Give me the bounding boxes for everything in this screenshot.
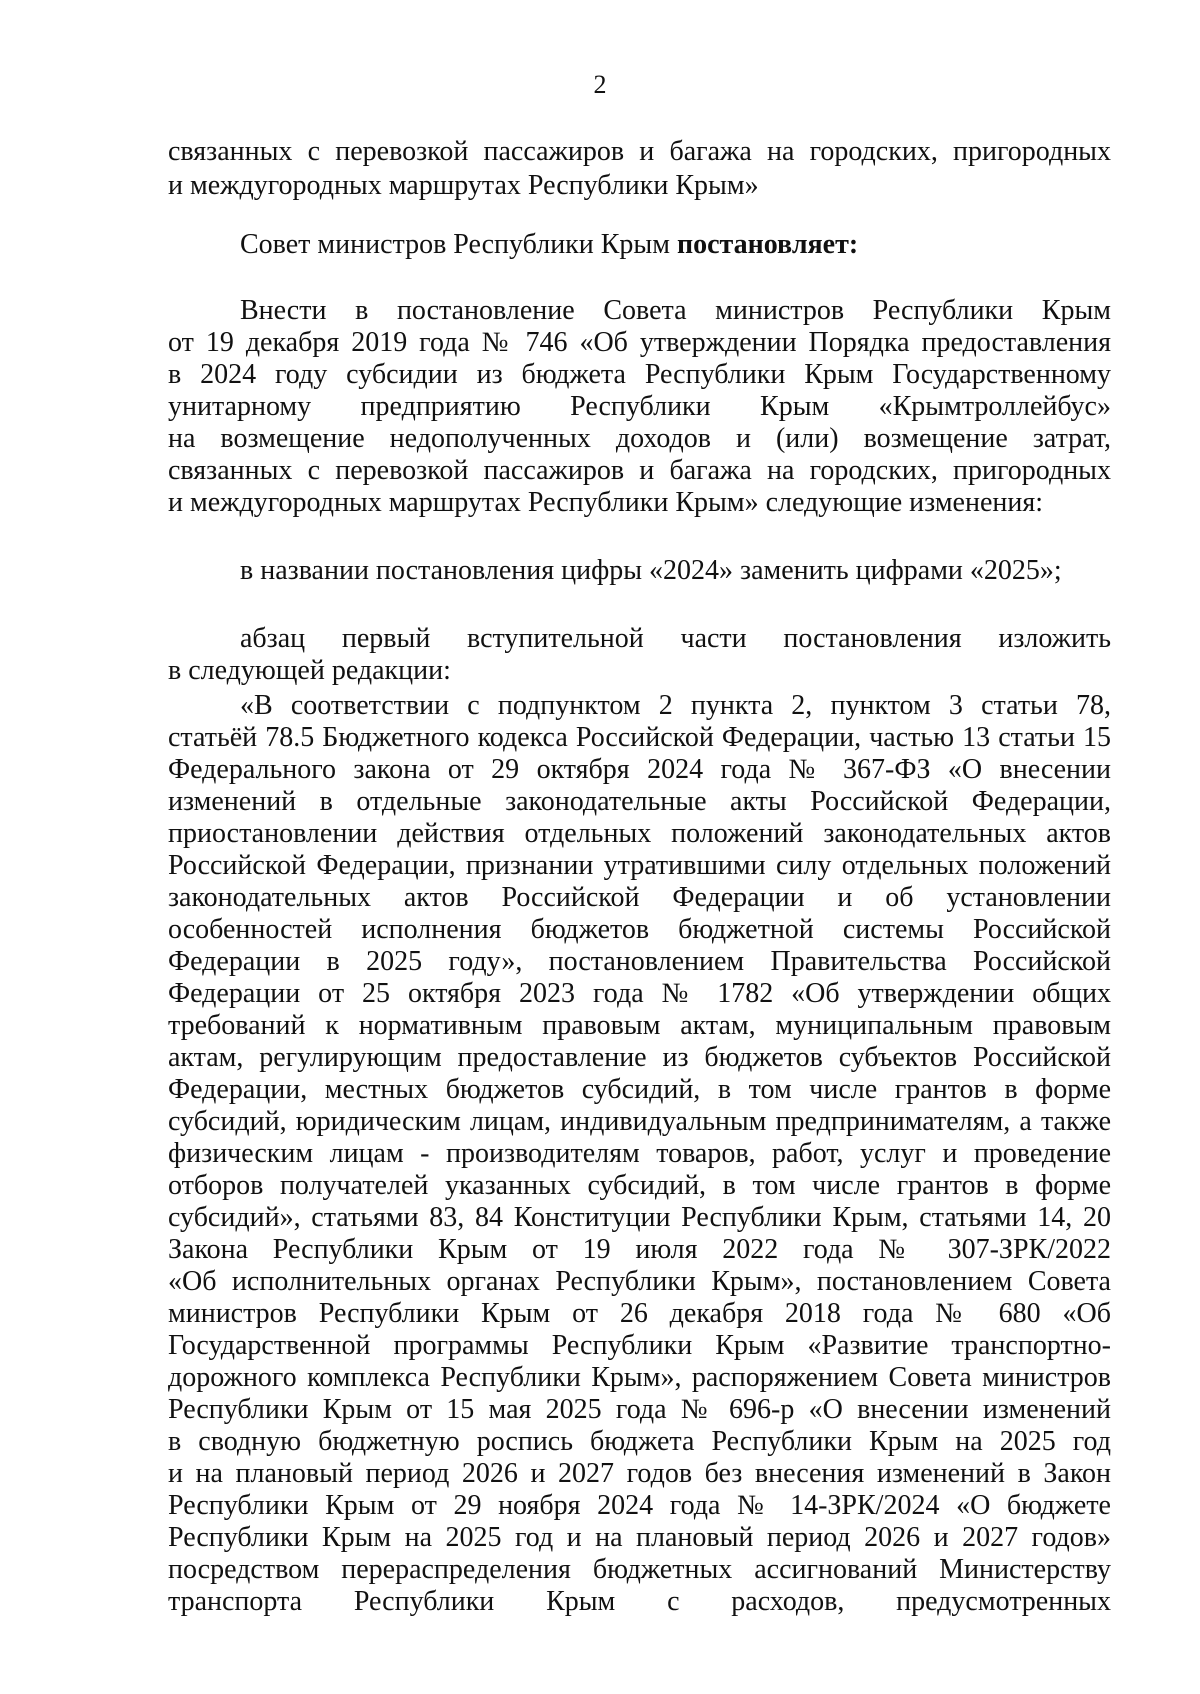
quote-line-14: субсидий, юридическим лицам, индивидуальным предпринимателям, а также <box>168 1106 1111 1137</box>
paragraph-1-line-4: унитарному предприятию Республики Крым «Крымтроллейбус» <box>168 391 1111 422</box>
paragraph-1-line-5: на возмещение недополученных доходов и (или) возмещение затрат, <box>168 423 1111 454</box>
paragraph-1-line-2: от 19 декабря 2019 года № 746 «Об утверждении Порядка предоставления <box>168 327 1111 358</box>
quote-line-4: изменений в отдельные законодательные акты Российской Федерации, <box>168 786 1111 817</box>
quote-line-11: требований к нормативным правовым актам, муниципальным правовым <box>168 1010 1111 1041</box>
header-line-1: связанных с перевозкой пассажиров и багажа на городских, пригородных <box>168 136 1111 167</box>
quote-line-26: Республики Крым от 29 ноября 2024 года № 14-ЗРК/2024 «О бюджете <box>168 1490 1111 1521</box>
quote-line-16: отборов получателей указанных субсидий, в том числе грантов в форме <box>168 1170 1111 1201</box>
quote-line-25: и на плановый период 2026 и 2027 годов без внесения изменений в Закон <box>168 1458 1111 1489</box>
quote-line-7: законодательных актов Российской Федерации и об установлении <box>168 882 1111 913</box>
resolution-prefix: Совет министров Республики Крым <box>240 229 670 260</box>
paragraph-1-line-6: связанных с перевозкой пассажиров и багажа на городских, пригородных <box>168 455 1111 486</box>
quote-line-2: статьёй 78.5 Бюджетного кодекса Российской Федерации, частью 13 статьи 15 <box>168 722 1111 753</box>
paragraph-2: в названии постановления цифры «2024» заменить цифрами «2025»; <box>240 555 1062 586</box>
paragraph-1-line-1: Внести в постановление Совета министров Республики Крым <box>240 295 1111 326</box>
quote-line-13: Федерации, местных бюджетов субсидий, в том числе грантов в форме <box>168 1074 1111 1105</box>
quote-line-24: в сводную бюджетную роспись бюджета Республики Крым на 2025 год <box>168 1426 1111 1457</box>
quote-line-19: «Об исполнительных органах Республики Крым», постановлением Совета <box>168 1266 1111 1297</box>
resolution-verb: постановляет: <box>676 229 859 260</box>
paragraph-1-line-3: в 2024 году субсидии из бюджета Республики Крым Государственному <box>168 359 1111 390</box>
quote-line-15: физическим лицам - производителям товаров, работ, услуг и проведение <box>168 1138 1111 1169</box>
quote-line-12: актам, регулирующим предоставление из бюджетов субъектов Российской <box>168 1042 1111 1073</box>
page-number: 2 <box>593 70 607 99</box>
quote-line-29: транспорта Республики Крым с расходов, предусмотренных <box>168 1586 1111 1617</box>
quote-line-10: Федерации от 25 октября 2023 года № 1782 «Об утверждении общих <box>168 978 1111 1009</box>
quote-line-22: дорожного комплекса Республики Крым», распоряжением Совета министров <box>168 1362 1111 1393</box>
quote-line-9: Федерации в 2025 году», постановлением Правительства Российской <box>168 946 1111 977</box>
paragraph-1-line-7: и междугородных маршрутах Республики Крым» следующие изменения: <box>168 487 1043 518</box>
resolution-line <box>240 227 1111 263</box>
quote-line-5: приостановлении действия отдельных положений законодательных актов <box>168 818 1111 849</box>
quote-line-6: Российской Федерации, признании утратившими силу отдельных положений <box>168 850 1111 881</box>
quote-line-21: Государственной программы Республики Крым «Развитие транспортно- <box>168 1330 1111 1361</box>
quote-line-18: Закона Республики Крым от 19 июля 2022 года № 307-ЗРК/2022 <box>168 1234 1111 1265</box>
header-line-2: и междугородных маршрутах Республики Крым» <box>168 170 759 201</box>
quote-line-27: Республики Крым на 2025 год и на плановый период 2026 и 2027 годов» <box>168 1522 1111 1553</box>
quote-line-1: «В соответствии с подпунктом 2 пункта 2, пунктом 3 статьи 78, <box>240 690 1111 721</box>
paragraph-3-line-1: абзац первый вступительной части постановления изложить <box>240 623 1111 654</box>
paragraph-3-line-2: в следующей редакции: <box>168 655 451 686</box>
quote-line-3: Федерального закона от 29 октября 2024 года № 367-ФЗ «О внесении <box>168 754 1111 785</box>
quote-line-28: посредством перераспределения бюджетных ассигнований Министерству <box>168 1554 1111 1585</box>
quote-line-17: субсидий», статьями 83, 84 Конституции Республики Крым, статьями 14, 20 <box>168 1202 1111 1233</box>
quote-line-23: Республики Крым от 15 мая 2025 года № 696-р «О внесении изменений <box>168 1394 1111 1425</box>
quote-line-8: особенностей исполнения бюджетов бюджетной системы Российской <box>168 914 1111 945</box>
quote-line-20: министров Республики Крым от 26 декабря 2018 года № 680 «Об <box>168 1298 1111 1329</box>
